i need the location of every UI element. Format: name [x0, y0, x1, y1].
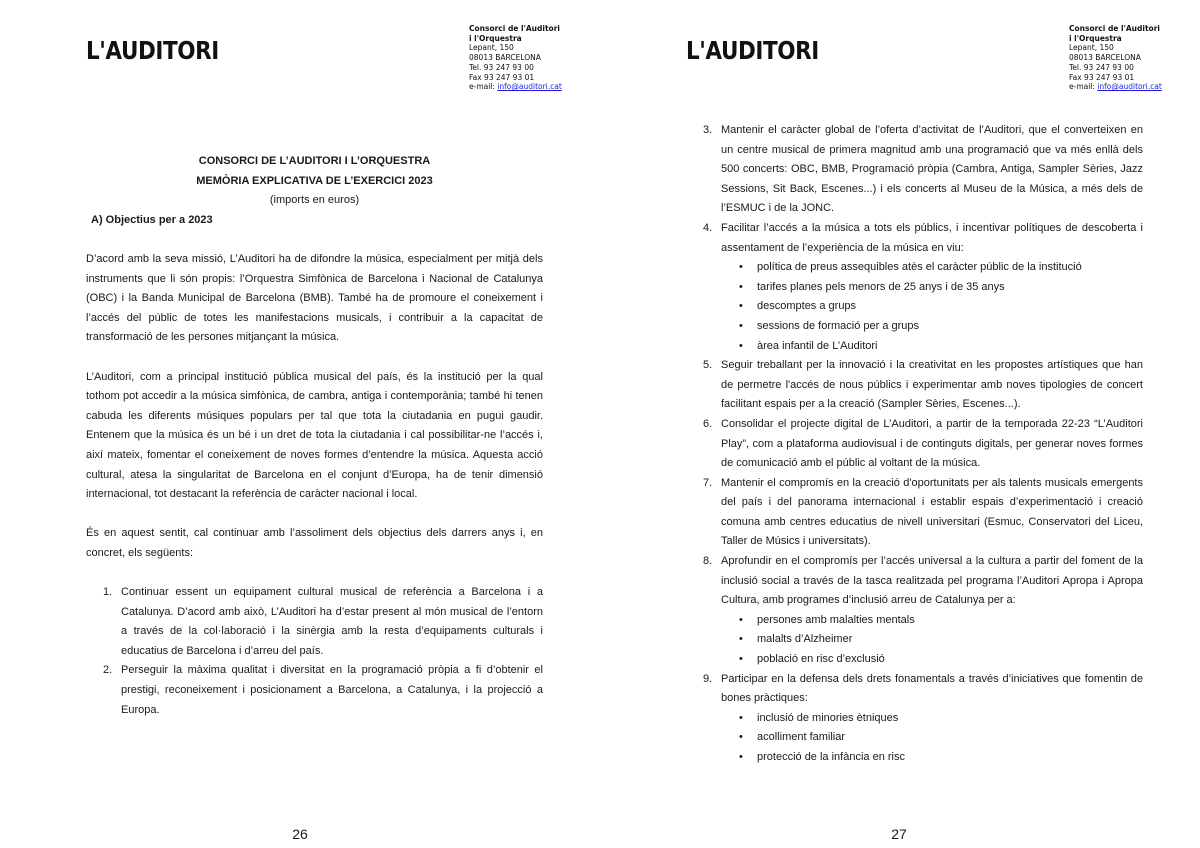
item-number: 6. — [703, 417, 713, 430]
item-number: 9. — [703, 672, 713, 685]
email-link[interactable]: info@auditori.cat — [1097, 82, 1162, 92]
fax-line: Fax 93 247 93 01 — [1069, 72, 1135, 82]
bullet-item: • persones amb malalties mentals — [721, 611, 1143, 631]
bullet-item: • protecció de la infància en risc — [721, 748, 1143, 768]
item-text: Aprofundir en el compromís per l’accés universal a la cultura a partir del foment de la inclusió social a través de la tasca realitzada pel programa l’Auditori Apropa i Apropa Cultura, amb programes d’inclusió arreu de Catalunya per a: — [721, 555, 1143, 607]
item-number: 8. — [703, 555, 713, 568]
list-item — [86, 661, 543, 720]
left-page-body — [86, 152, 543, 720]
bullet-list — [721, 709, 1143, 768]
document-subtitle: (imports en euros) — [269, 194, 360, 207]
item-text: Seguir treballant per la innovació i la creativitat en les propostes artístiques que han de permetre l'accés de nous públics i experimentar amb noves tipologies de concert facilitant espais per a la creació (Sampler Sèries, Escenes...). — [721, 359, 1143, 411]
auditori-logo: L'AUDITORI — [686, 36, 819, 65]
document-title-2: MEMÒRIA EXPLICATIVA DE L’EXERCICI 2023 — [196, 174, 433, 187]
item-text: Perseguir la màxima qualitat i diversitat en la programació pròpia a fi d’obtenir el prestigi, reconeixement i posicionament a Barcelona, a Catalunya, i la projecció a Europa. — [121, 664, 543, 716]
document-title-1: CONSORCI DE L’AUDITORI I L’ORQUESTRA — [198, 155, 431, 167]
item-text: Mantenir el compromís en la creació d'oportunitats per als talents musicals emergents del país i del panorama internacional i establir espais d’experimentació i creació comuna amb centres educatius de nivell universitari (Esmuc, Conservatori del Liceu, Taller de Músics i universitats). — [721, 476, 1143, 548]
bullet-list — [721, 258, 1143, 356]
address-line: Lepant, 150 — [1069, 43, 1114, 53]
item-text: Continuar essent un equipament cultural musical de referència a Barcelona i a Catalunya. D’acord amb això, L’Auditori ha d’estar present al món musical de l’entorn a través de la col·laboració i la sinèrgia amb la resta d’equipaments culturals i educatius de Barcelona i d’arreu del país. — [121, 586, 543, 657]
bullet-item: • política de preus assequibles atès el caràcter públic de la institució — [721, 258, 1143, 278]
email-prefix: e-mail: — [1069, 82, 1098, 92]
page-number: 26 — [292, 826, 308, 842]
item-text: Facilitar l’accés a la música a tots els públics, i incentivar polítiques de descoberta i assentament de l’experiència de la música en viu: — [721, 221, 1143, 254]
org-name-line2: i l'Orquestra — [469, 33, 522, 43]
list-item — [686, 121, 1143, 219]
bullet-item: • sessions de formació per a grups — [721, 317, 1143, 337]
tel-line: Tel. 93 247 93 00 — [469, 62, 534, 72]
list-item — [86, 583, 543, 661]
list-item — [686, 356, 1143, 415]
item-number: 2. — [103, 664, 113, 677]
email-prefix: e-mail: — [469, 82, 498, 92]
item-number: 1. — [103, 586, 113, 599]
paragraph: L’Auditori, com a principal institució pública musical del país, és la institució per la qual tothom pot accedir a la música simfònica, de cambra, antiga i contemporània; també hi tenen cabuda les diferents músiques populars per tal que tota la ciutadania en pugui gaudir. Entenem que la música és un bé i un dret de tota la ciutadania i cal possibilitar-ne l’accés i, així mateix, fomentar el coneixement de noves formes d’entendre la música. Aquesta acció cultural, atesa la singularitat de Barcelona en el conjunt d’Europa, ha de tenir dimensió internacional, tot destacant la referència de caràcter nacional i local. — [86, 370, 543, 501]
bullet-item: • àrea infantil de L’Auditori — [721, 337, 1143, 357]
item-number: 5. — [703, 359, 713, 372]
page-number: 27 — [891, 826, 907, 842]
section-heading: A) Objectius per a 2023 — [91, 213, 213, 226]
page-27 — [600, 0, 1200, 848]
objectives-list — [86, 583, 543, 720]
paragraph: És en aquest sentit, cal continuar amb l’assoliment dels objectius dels darrers anys i, en concret, els següents: — [86, 527, 543, 559]
bullet-item: • descomptes a grups — [721, 297, 1143, 317]
auditori-logo: L'AUDITORI — [86, 36, 219, 65]
paragraph: D’acord amb la seva missió, L’Auditori ha de difondre la música, especialment per mitjà dels instruments que li són propis: l’Orquestra Simfònica de Barcelona i Nacional de Catalunya (OBC) i la Banda Municipal de Barcelona (BMB). També ha de promoure el coneixement i l’accés del públic de totes les manifestacions musicals, i contribuir a la capacitat de transformació de les persones mitjançant la música. — [86, 252, 543, 344]
list-item — [686, 552, 1143, 670]
city-line: 08013 BARCELONA — [1069, 53, 1141, 63]
address-line: Lepant, 150 — [469, 43, 514, 53]
org-name-line1: Consorci de l'Auditori — [469, 24, 560, 33]
bullet-item: • tarifes planes pels menors de 25 anys i de 35 anys — [721, 278, 1143, 298]
org-name-line1: Consorci de l'Auditori — [1069, 24, 1160, 33]
item-text: Mantenir el caràcter global de l’oferta d’activitat de l’Auditori, que el converteixen en un centre musical de primera magnitud amb una programació que va més enllà dels 500 concerts: OBC, BMB, Programació pròpia (Cambra, Antiga, Sampler Sèries, Jazz Sessions, Sit Back, Escenes...) i els concerts al Museu de la Música, a més dels de l’ESMUC i de la JONC. — [721, 124, 1143, 215]
contact-block — [469, 24, 562, 92]
right-page-body — [686, 121, 1143, 768]
email-link[interactable]: info@auditori.cat — [497, 82, 562, 92]
item-number: 7. — [703, 476, 713, 489]
item-text: Participar en la defensa dels drets fonamentals a través d’iniciatives que fomentin de bones pràctiques: — [721, 672, 1143, 705]
tel-line: Tel. 93 247 93 00 — [1069, 62, 1134, 72]
item-number: 4. — [703, 221, 713, 234]
contact-block — [1069, 24, 1162, 92]
list-item — [686, 474, 1143, 552]
bullet-item: • població en risc d’exclusió — [721, 650, 1143, 670]
email-line — [469, 82, 562, 92]
email-line — [1069, 82, 1162, 92]
objectives-list — [686, 121, 1143, 768]
bullet-item: • malalts d’Alzheimer — [721, 630, 1143, 650]
item-number: 3. — [703, 124, 713, 136]
org-name-line2: i l'Orquestra — [1069, 33, 1122, 43]
bullet-list — [721, 611, 1143, 670]
bullet-item: • inclusió de minories ètniques — [721, 709, 1143, 729]
list-item — [686, 670, 1143, 768]
list-item — [686, 415, 1143, 474]
list-item — [686, 219, 1143, 356]
fax-line: Fax 93 247 93 01 — [469, 72, 535, 82]
bullet-item: • acolliment familiar — [721, 728, 1143, 748]
item-text: Consolidar el projecte digital de L’Auditori, a partir de la temporada 22-23 “L’Auditori Play”, com a plataforma audiovisual i de continguts digitals, per generar noves formes de comunicació amb el públic al voltant de la música. — [721, 417, 1143, 470]
city-line: 08013 BARCELONA — [469, 53, 541, 63]
